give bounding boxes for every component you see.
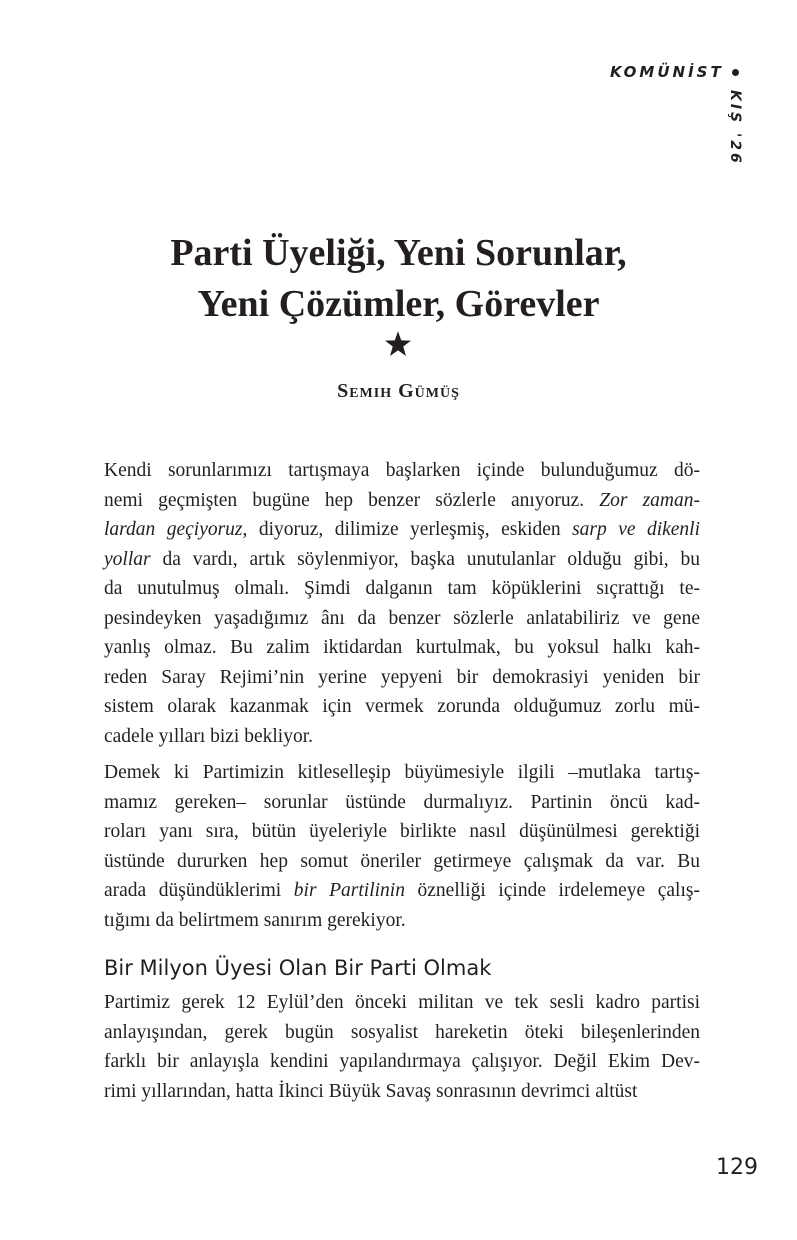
article-title [100, 228, 697, 330]
text-line: roları yanı sıra, bütün üyeleriyle birlikte nasıl düşünülmesi gerektiği [104, 821, 700, 842]
text-line: cadele yılları bizi bekliyor. [104, 725, 314, 747]
issue-label: KIŞ '26 [727, 90, 743, 166]
text-line: üstünde dururken hep somut öneriler getirmeye çalışmak da var. Bu [104, 850, 700, 872]
text-line: tığımı da belirtmem sanırım gerekiyor. [104, 909, 406, 931]
text-line: Partimiz gerek 12 Eylül’den önceki militan ve tek sesli kadro partisi [104, 992, 700, 1013]
text-line: reden Saray Rejimi’nin yerine yepyeni bir demokrasiyi yeniden bir [104, 666, 700, 688]
paragraph-2 [104, 758, 700, 935]
paragraph-3 [104, 988, 700, 1106]
section-heading: Bir Milyon Üyesi Olan Bir Parti Olmak [104, 956, 492, 980]
article-title-line-1: Parti Üyeliği, Yeni Sorunlar, [170, 232, 627, 274]
author-name: Semih Gümüş [337, 380, 460, 402]
text-line: anlayışından, gerek bugün sosyalist hareketin öteki bileşenlerinden [104, 1021, 700, 1043]
paragraph-1 [104, 456, 700, 751]
text-line: pesindeyken yaşadığımız ânı da benzer sözlerle anlatabiliriz ve gene [104, 607, 700, 629]
emphasis-text: lardan geçiyoruz [104, 519, 243, 540]
text-line: yollar da vardı, artık söylenmiyor, başka unutulanlar olduğu gibi, bu [104, 548, 700, 570]
emphasis-text: yollar [104, 548, 151, 570]
text-line: nemi geçmişten bugüne hep benzer sözlerle anıyoruz. Zor zaman- [104, 489, 701, 511]
text-line: Kendi sorunlarımızı tartışmaya başlarken içinde bulunduğumuz dö- [104, 460, 700, 481]
bullet-separator [732, 69, 739, 76]
text-line: yanlış olmaz. Bu zalim iktidardan kurtulmak, bu yoksul halkı kah- [104, 637, 700, 658]
text-line: Demek ki Partimizin kitleselleşip büyümesiyle ilgili –mutlaka tartış- [104, 762, 700, 783]
emphasis-text: Zor zaman- [599, 489, 701, 511]
article-title-line-2: Yeni Çözümler, Görevler [197, 283, 600, 325]
text-line: da unutulmuş olmalı. Şimdi dalganın tam köpüklerini sıçrattığı te- [104, 578, 700, 599]
emphasis-text: sarp ve dikenli [572, 519, 701, 540]
text-line: farklı bir anlayışla kendini yapılandırmaya çalışıyor. Değil Ekim Dev- [104, 1051, 700, 1072]
emphasis-text: bir Partilinin [293, 880, 405, 901]
text-line: mamız gereken– sorunlar üstünde durmalıyız. Partinin öncü kad- [104, 791, 700, 813]
text-line: arada düşündüklerimi bir Partilinin öznelliği içinde irdelemeye çalış- [104, 880, 700, 901]
text-line: lardan geçiyoruz, diyoruz, dilimize yerleşmiş, eskiden sarp ve dikenli [104, 519, 701, 540]
text-line: rimi yıllarından, hatta İkinci Büyük Savaş sonrasının devrimci altüst [104, 1080, 638, 1102]
journal-name: KOMÜNİST [610, 63, 724, 81]
page-number: 129 [716, 1155, 758, 1180]
star-icon [383, 329, 413, 359]
text-line: sistem olarak kazanmak için vermek zorunda olduğumuz zorlu mü- [104, 696, 700, 717]
